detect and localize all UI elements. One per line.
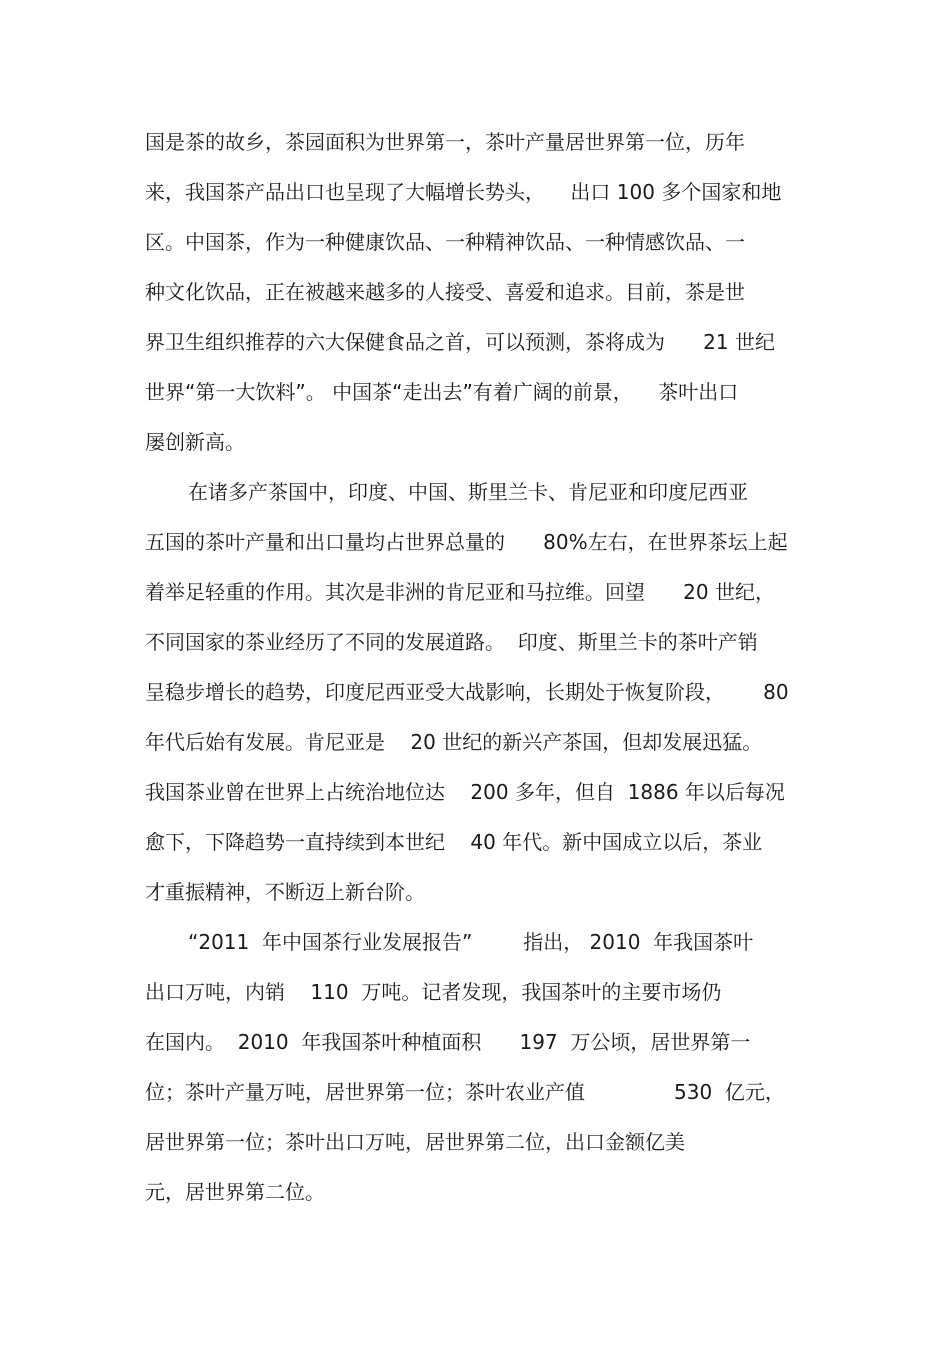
text-line: 屡创新高。: [145, 430, 245, 454]
text-line: 界卫生组织推荐的六大保健食品之首，可以预测，茶将成为 21 世纪: [145, 330, 775, 354]
text-line: 我国茶业曾在世界上占统治地位达 200 多年，但自 1886 年以后每况: [145, 780, 785, 804]
text-line: 位；茶叶产量万吨，居世界第一位；茶叶农业产值 530 亿元，: [145, 1080, 785, 1104]
text-line: 区。中国茶，作为一种健康饮品、一种精神饮品、一种情感饮品、一: [145, 230, 745, 254]
text-line: 来，我国茶产品出口也呈现了大幅增长势头， 出口 100 多个国家和地: [145, 180, 782, 204]
text-line: 着举足轻重的作用。其次是非洲的肯尼亚和马拉维。回望 20 世纪，: [145, 580, 775, 604]
text-line: 才重振精神，不断迈上新台阶。: [145, 880, 425, 904]
text-line: 呈稳步增长的趋势，印度尼西亚受大战影响，长期处于恢复阶段， 80: [145, 680, 789, 704]
paragraph-first-line: 在诸多产茶国中，印度、中国、斯里兰卡、肯尼亚和印度尼西亚: [188, 480, 748, 504]
text-line: 在国内。 2010 年我国茶叶种植面积 197 万公顷，居世界第一: [145, 1030, 751, 1054]
text-line: 愈下，下降趋势一直持续到本世纪 40 年代。新中国成立以后，茶业: [145, 830, 763, 854]
text-line: 世界“第一大饮料”。 中国茶“走出去”有着广阔的前景， 茶叶出口: [145, 380, 739, 404]
paragraph-first-line: “2011 年中国茶行业发展报告” 指出， 2010 年我国茶叶: [188, 930, 754, 954]
text-line: 居世界第一位；茶叶出口万吨，居世界第二位，出口金额亿美: [145, 1130, 685, 1154]
text-line: 国是茶的故乡，茶园面积为世界第一，茶叶产量居世界第一位，历年: [145, 130, 745, 154]
text-line: 出口万吨，内销 110 万吨。记者发现，我国茶叶的主要市场仍: [145, 980, 722, 1004]
text-line: 种文化饮品，正在被越来越多的人接受、喜爱和追求。目前，茶是世: [145, 280, 745, 304]
text-line: 年代后始有发展。肯尼亚是 20 世纪的新兴产茶国，但却发展迅猛。: [145, 730, 763, 754]
text-line: 五国的茶叶产量和出口量均占世界总量的 80%左右，在世界茶坛上起: [145, 530, 788, 554]
text-line: 不同国家的茶业经历了不同的发展道路。 印度、斯里兰卡的茶叶产销: [145, 630, 758, 654]
text-line: 元，居世界第二位。: [145, 1180, 325, 1204]
